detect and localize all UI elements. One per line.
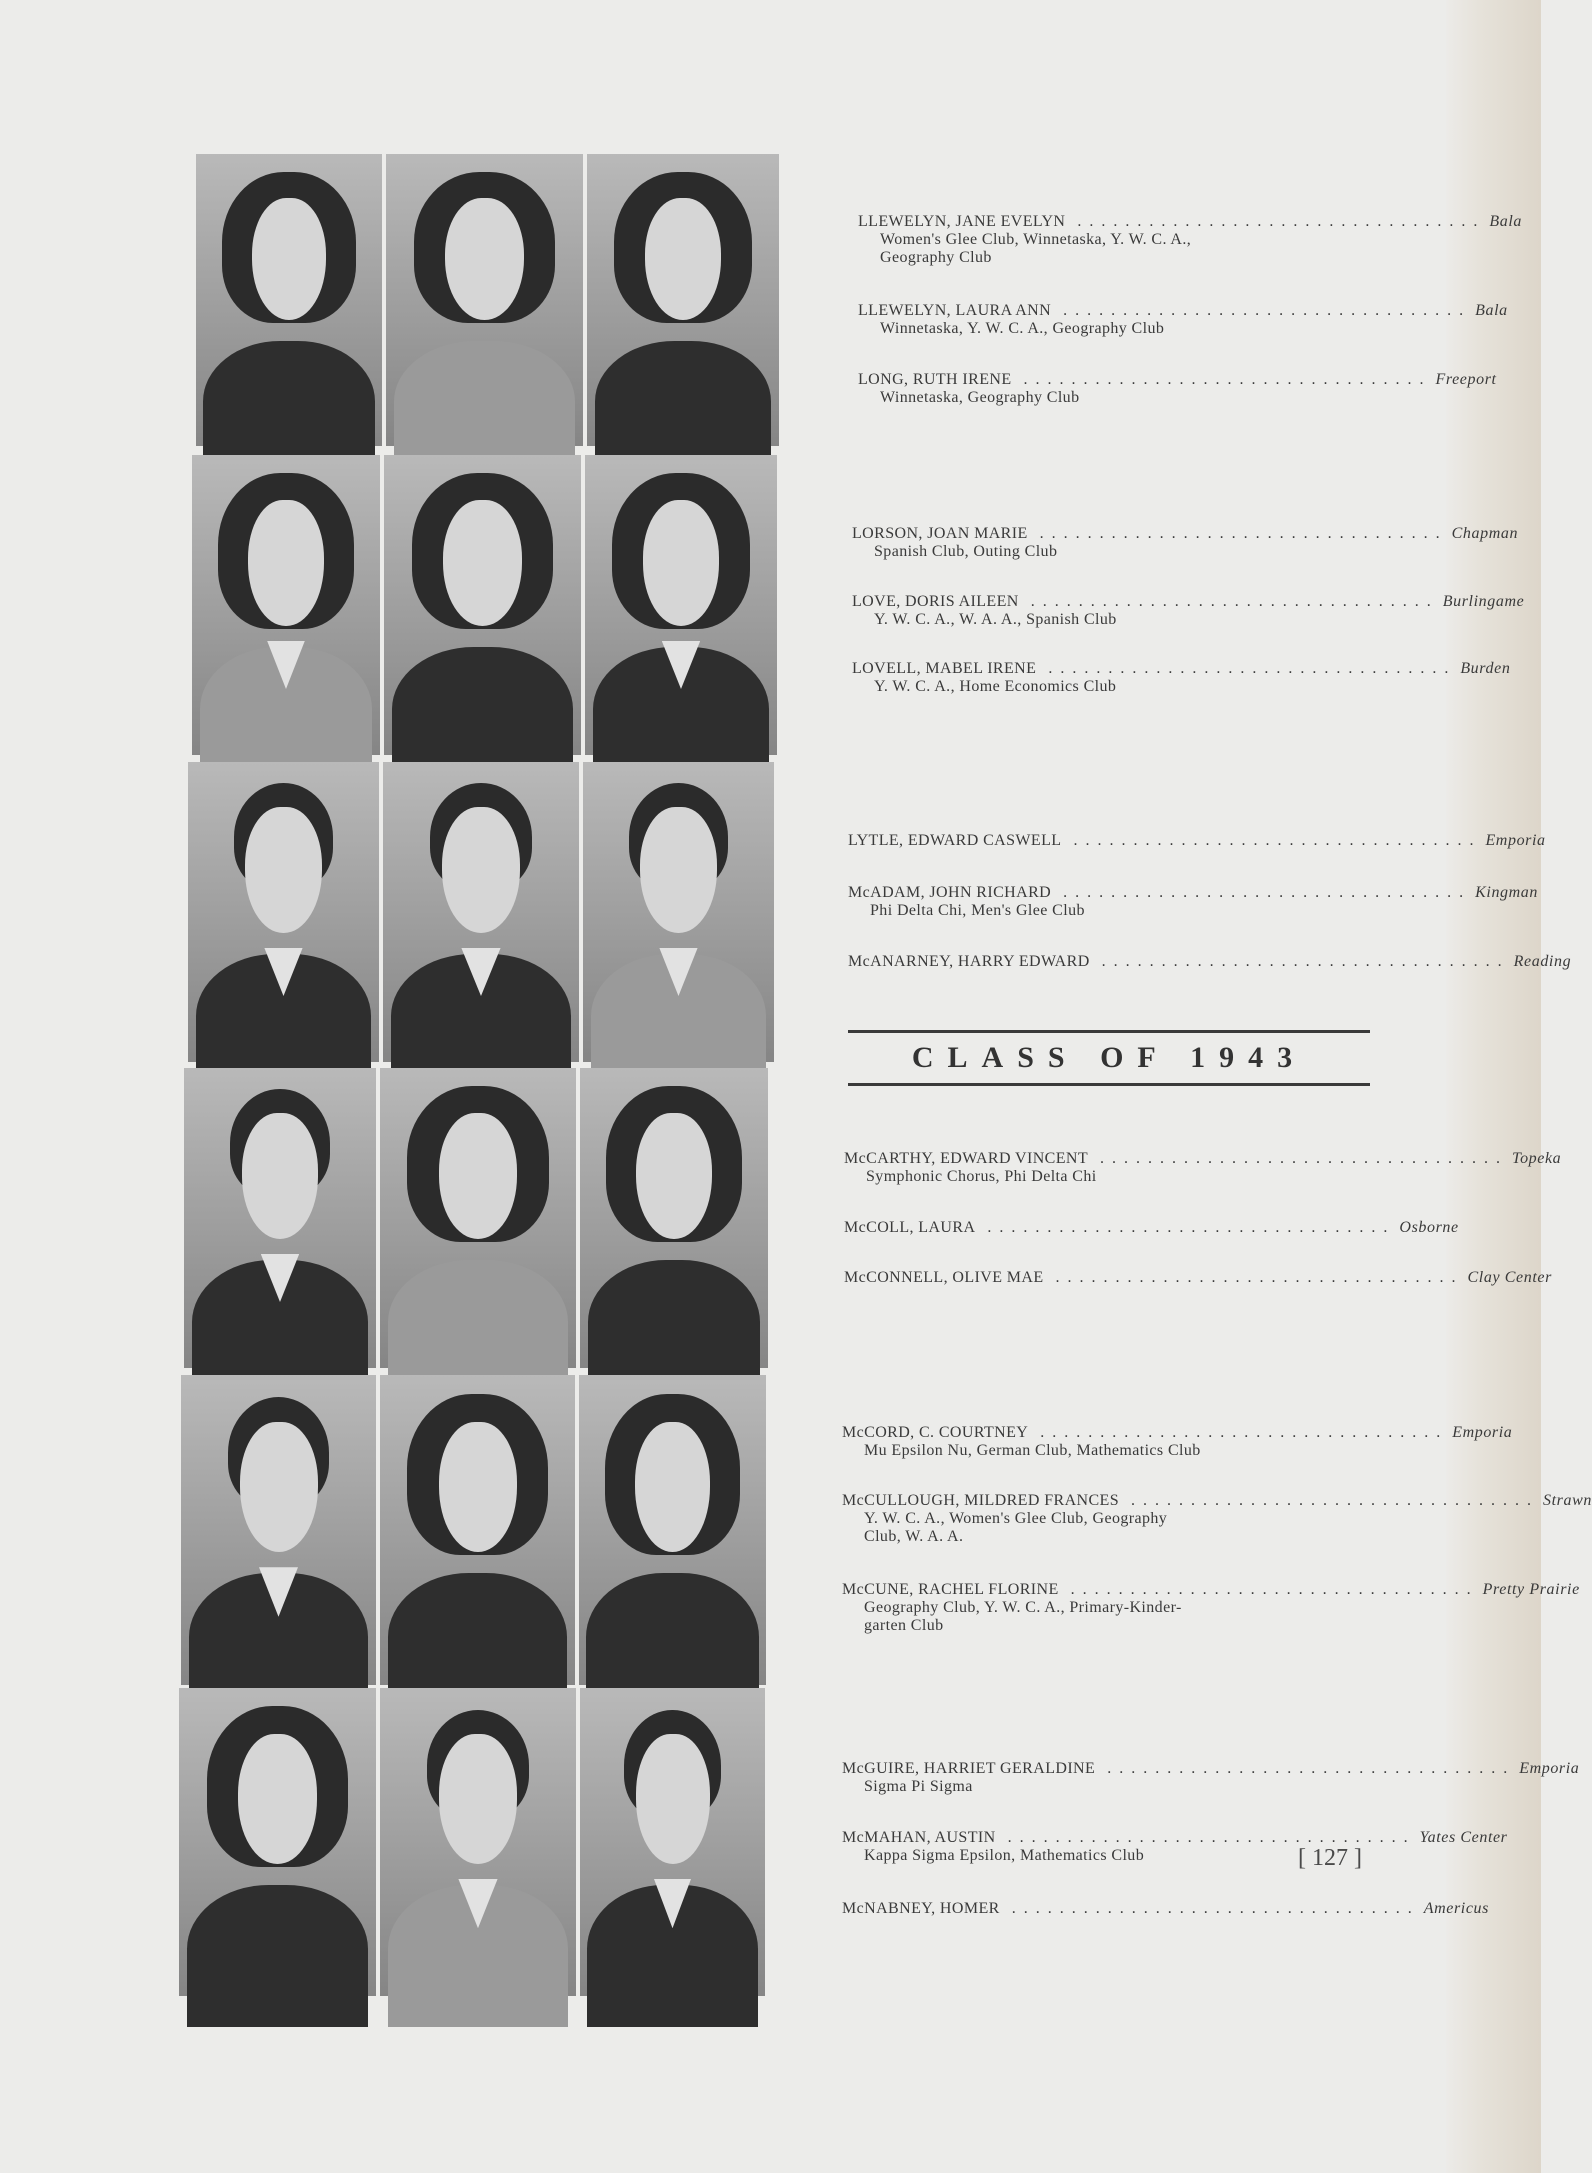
- student-hometown: Emporia: [1452, 1424, 1513, 1441]
- student-name: McGUIRE, HARRIET GERALDINE: [842, 1760, 1096, 1777]
- student-name: McCOLL, LAURA: [844, 1219, 976, 1236]
- student-name: McNABNEY, HOMER: [842, 1900, 1000, 1917]
- student-activities: Symphonic Chorus, Phi Delta Chi: [866, 1168, 1097, 1185]
- student-hometown: Bala: [1489, 213, 1522, 230]
- student-hometown: Osborne: [1399, 1219, 1459, 1236]
- student-hometown: Strawn: [1543, 1492, 1592, 1509]
- student-entry: LLEWELYN, LAURA ANN .................................. Bala Winnetaska, Y. W. C. A., Geography Club: [858, 302, 1508, 337]
- student-hometown: Burden: [1460, 660, 1511, 677]
- student-entry: LONG, RUTH IRENE .................................. Freeport Winnetaska, Geography Club: [858, 371, 1497, 406]
- student-name: LLEWELYN, JANE EVELYN: [858, 213, 1066, 230]
- student-activities: Y. W. C. A., Home Economics Club: [874, 678, 1117, 695]
- student-activities: Sigma Pi Sigma: [864, 1778, 973, 1795]
- student-entry: McCOLL, LAURA .................................. Osborne: [844, 1219, 1459, 1236]
- student-hometown: Yates Center: [1419, 1829, 1508, 1846]
- student-name: LOVE, DORIS AILEEN: [852, 593, 1019, 610]
- student-entry: McMAHAN, AUSTIN .................................. Yates Center Kappa Sigma Epsilon, Mathematics Club: [842, 1829, 1508, 1864]
- student-name: LYTLE, EDWARD CASWELL: [848, 832, 1062, 849]
- student-name: McCARTHY, EDWARD VINCENT: [844, 1150, 1089, 1167]
- student-entry: LOVE, DORIS AILEEN .................................. Burlingame Y. W. C. A., W. A. A., Spanish Club: [852, 593, 1525, 628]
- student-name: LOVELL, MABEL IRENE: [852, 660, 1037, 677]
- student-hometown: Clay Center: [1467, 1269, 1552, 1286]
- student-activities: Mu Epsilon Nu, German Club, Mathematics Club: [864, 1442, 1201, 1459]
- student-entry: McCONNELL, OLIVE MAE .................................. Clay Center: [844, 1269, 1552, 1286]
- student-hometown: Topeka: [1512, 1150, 1562, 1167]
- student-name: McCORD, C. COURTNEY: [842, 1424, 1029, 1441]
- student-name: McCONNELL, OLIVE MAE: [844, 1269, 1044, 1286]
- student-hometown: Chapman: [1451, 525, 1519, 542]
- page-number: [ 127 ]: [1298, 1845, 1362, 1871]
- student-activities: Spanish Club, Outing Club: [874, 543, 1058, 560]
- student-hometown: Emporia: [1519, 1760, 1580, 1777]
- student-activities: Kappa Sigma Epsilon, Mathematics Club: [864, 1847, 1145, 1864]
- student-name: LLEWELYN, LAURA ANN: [858, 302, 1052, 319]
- student-activities: Phi Delta Chi, Men's Glee Club: [870, 902, 1085, 919]
- student-name: McANARNEY, HARRY EDWARD: [848, 953, 1090, 970]
- student-hometown: Pretty Prairie: [1482, 1581, 1580, 1598]
- student-name: McCUNE, RACHEL FLORINE: [842, 1581, 1059, 1598]
- student-entry: McNABNEY, HOMER .................................. Americus: [842, 1900, 1489, 1917]
- student-entry: McCUNE, RACHEL FLORINE .................................. Pretty Prairie Geography Club, Y. W. C. A., Primary-Kinder- garten Club: [842, 1581, 1580, 1634]
- student-hometown: Emporia: [1485, 832, 1546, 849]
- student-entry: LLEWELYN, JANE EVELYN .................................. Bala Women's Glee Club, Winnetaska, Y. W. C. A., Geography Club: [858, 213, 1522, 266]
- student-hometown: Bala: [1475, 302, 1508, 319]
- student-entry: LOVELL, MABEL IRENE .................................. Burden Y. W. C. A., Home Economics Club: [852, 660, 1511, 695]
- student-activities: Winnetaska, Y. W. C. A., Geography Club: [880, 320, 1165, 337]
- student-name: LORSON, JOAN MARIE: [852, 525, 1028, 542]
- student-name: McADAM, JOHN RICHARD: [848, 884, 1052, 901]
- student-entry: McCULLOUGH, MILDRED FRANCES .................................. Strawn Y. W. C. A., Women's Glee Club, Geography Club, W. A. A.: [842, 1492, 1592, 1545]
- student-hometown: Reading: [1513, 953, 1572, 970]
- student-name: LONG, RUTH IRENE: [858, 371, 1012, 388]
- student-activities: Women's Glee Club, Winnetaska, Y. W. C. A., Geography Club: [880, 231, 1192, 266]
- student-entry: McCORD, C. COURTNEY .................................. Emporia Mu Epsilon Nu, German Club, Mathematics Club: [842, 1424, 1513, 1459]
- student-activities: Y. W. C. A., Women's Glee Club, Geography Club, W. A. A.: [864, 1510, 1168, 1545]
- student-activities: Geography Club, Y. W. C. A., Primary-Kinder- garten Club: [864, 1599, 1182, 1634]
- student-name: McMAHAN, AUSTIN: [842, 1829, 996, 1846]
- student-activities: Y. W. C. A., W. A. A., Spanish Club: [874, 611, 1117, 628]
- student-entry: LYTLE, EDWARD CASWELL .................................. Emporia: [848, 832, 1546, 849]
- class-header: CLASS OF 1943: [848, 1030, 1370, 1086]
- student-entry: McGUIRE, HARRIET GERALDINE .................................. Emporia Sigma Pi Sigma: [842, 1760, 1580, 1795]
- student-hometown: Americus: [1423, 1900, 1489, 1917]
- student-hometown: Kingman: [1475, 884, 1538, 901]
- student-hometown: Freeport: [1435, 371, 1497, 388]
- student-name: McCULLOUGH, MILDRED FRANCES: [842, 1492, 1120, 1509]
- student-activities: Winnetaska, Geography Club: [880, 389, 1080, 406]
- student-hometown: Burlingame: [1442, 593, 1525, 610]
- student-entry: LORSON, JOAN MARIE .................................. Chapman Spanish Club, Outing Club: [852, 525, 1519, 560]
- student-entry: McADAM, JOHN RICHARD .................................. Kingman Phi Delta Chi, Men's Glee Club: [848, 884, 1538, 919]
- student-entry: McCARTHY, EDWARD VINCENT .................................. Topeka Symphonic Chorus, Phi Delta Chi: [844, 1150, 1562, 1185]
- student-entry: McANARNEY, HARRY EDWARD .................................. Reading: [848, 953, 1572, 970]
